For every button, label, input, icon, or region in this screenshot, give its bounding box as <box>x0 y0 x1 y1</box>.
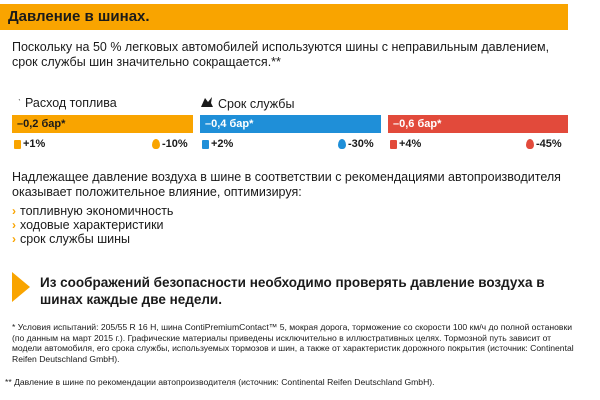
header-bar <box>0 4 568 30</box>
stat-value: +1% <box>23 138 46 150</box>
chevron-right-icon: › <box>12 232 16 246</box>
stat-value: +4% <box>399 138 422 150</box>
life-metric-label <box>200 96 294 111</box>
fuel-pump-icon <box>390 140 397 149</box>
stat-value: -45% <box>536 138 562 150</box>
chevron-right-icon: › <box>12 218 16 232</box>
tire-wear-icon <box>152 139 160 149</box>
stat-value: +2% <box>211 138 234 150</box>
stat-life-3 <box>526 138 562 150</box>
list-item: › срок службы шины <box>12 232 131 246</box>
fuel-metric-label <box>18 96 117 110</box>
safety-callout: Из соображений безопасности необходимо проверять давление воздуха в шинах каждые две недели. <box>40 275 545 307</box>
pressure-bar-0-2: –0,2 бар* <box>12 115 193 133</box>
life-label-text: Срок службы <box>218 96 295 111</box>
list-item: › топливную экономичность <box>12 204 174 218</box>
footnote-source: ** Давление в шине по рекомендации автопроизводителя (источник: Continental Reifen Deutschland GmbH). <box>5 377 435 387</box>
pressure-bar-0-4: –0,4 бар* <box>200 115 381 133</box>
fuel-label-text: Расход топлива <box>25 96 117 110</box>
footnote-test-conditions: * Условия испытаний: 205/55 R 16 H, шина ContiPremiumContact™ 5, мокрая дорога, торможение со скорости 100 км/ч до полной остановки (по данным на март 2015 г.). Графические материалы приведены исключительно в иллюстративных целях. Тормозной путь зависит от модели автомобиля, его срока службы, используемых тормозов и шин, а также от характеристик дорожного покрытия (источник: Continental Reifen Deutschland GmbH). <box>12 322 574 364</box>
stat-fuel-3 <box>390 138 421 150</box>
stat-fuel-2 <box>202 138 233 150</box>
tire-wear-icon <box>526 139 534 149</box>
pressure-bar-0-6: –0,6 бар* <box>388 115 568 133</box>
stat-fuel-1 <box>14 138 45 150</box>
stat-life-1 <box>152 138 188 150</box>
benefit-paragraph: Надлежащее давление воздуха в шине в соответствии с рекомендациями автопроизводителя оказывает положительное влияние, оптимизируя: <box>12 170 561 199</box>
stat-value: -30% <box>348 138 374 150</box>
benefit-list <box>12 204 173 246</box>
list-item: › ходовые характеристики <box>12 218 164 232</box>
chevron-right-icon: › <box>12 204 16 218</box>
tire-wear-icon <box>338 139 346 149</box>
fuel-pump-icon <box>14 140 21 149</box>
fuel-pump-icon <box>202 140 209 149</box>
intro-text: Поскольку на 50 % легковых автомобилей используются шины с неправильным давлением, срок службы шин значительно сокращается.** <box>12 40 550 69</box>
page-title: Давление в шинах. <box>8 8 150 25</box>
stat-life-2 <box>338 138 374 150</box>
fuel-drop-icon: ˋ <box>18 98 21 108</box>
arrow-right-icon <box>12 272 30 302</box>
tire-wear-icon <box>200 96 214 111</box>
stat-value: -10% <box>162 138 188 150</box>
